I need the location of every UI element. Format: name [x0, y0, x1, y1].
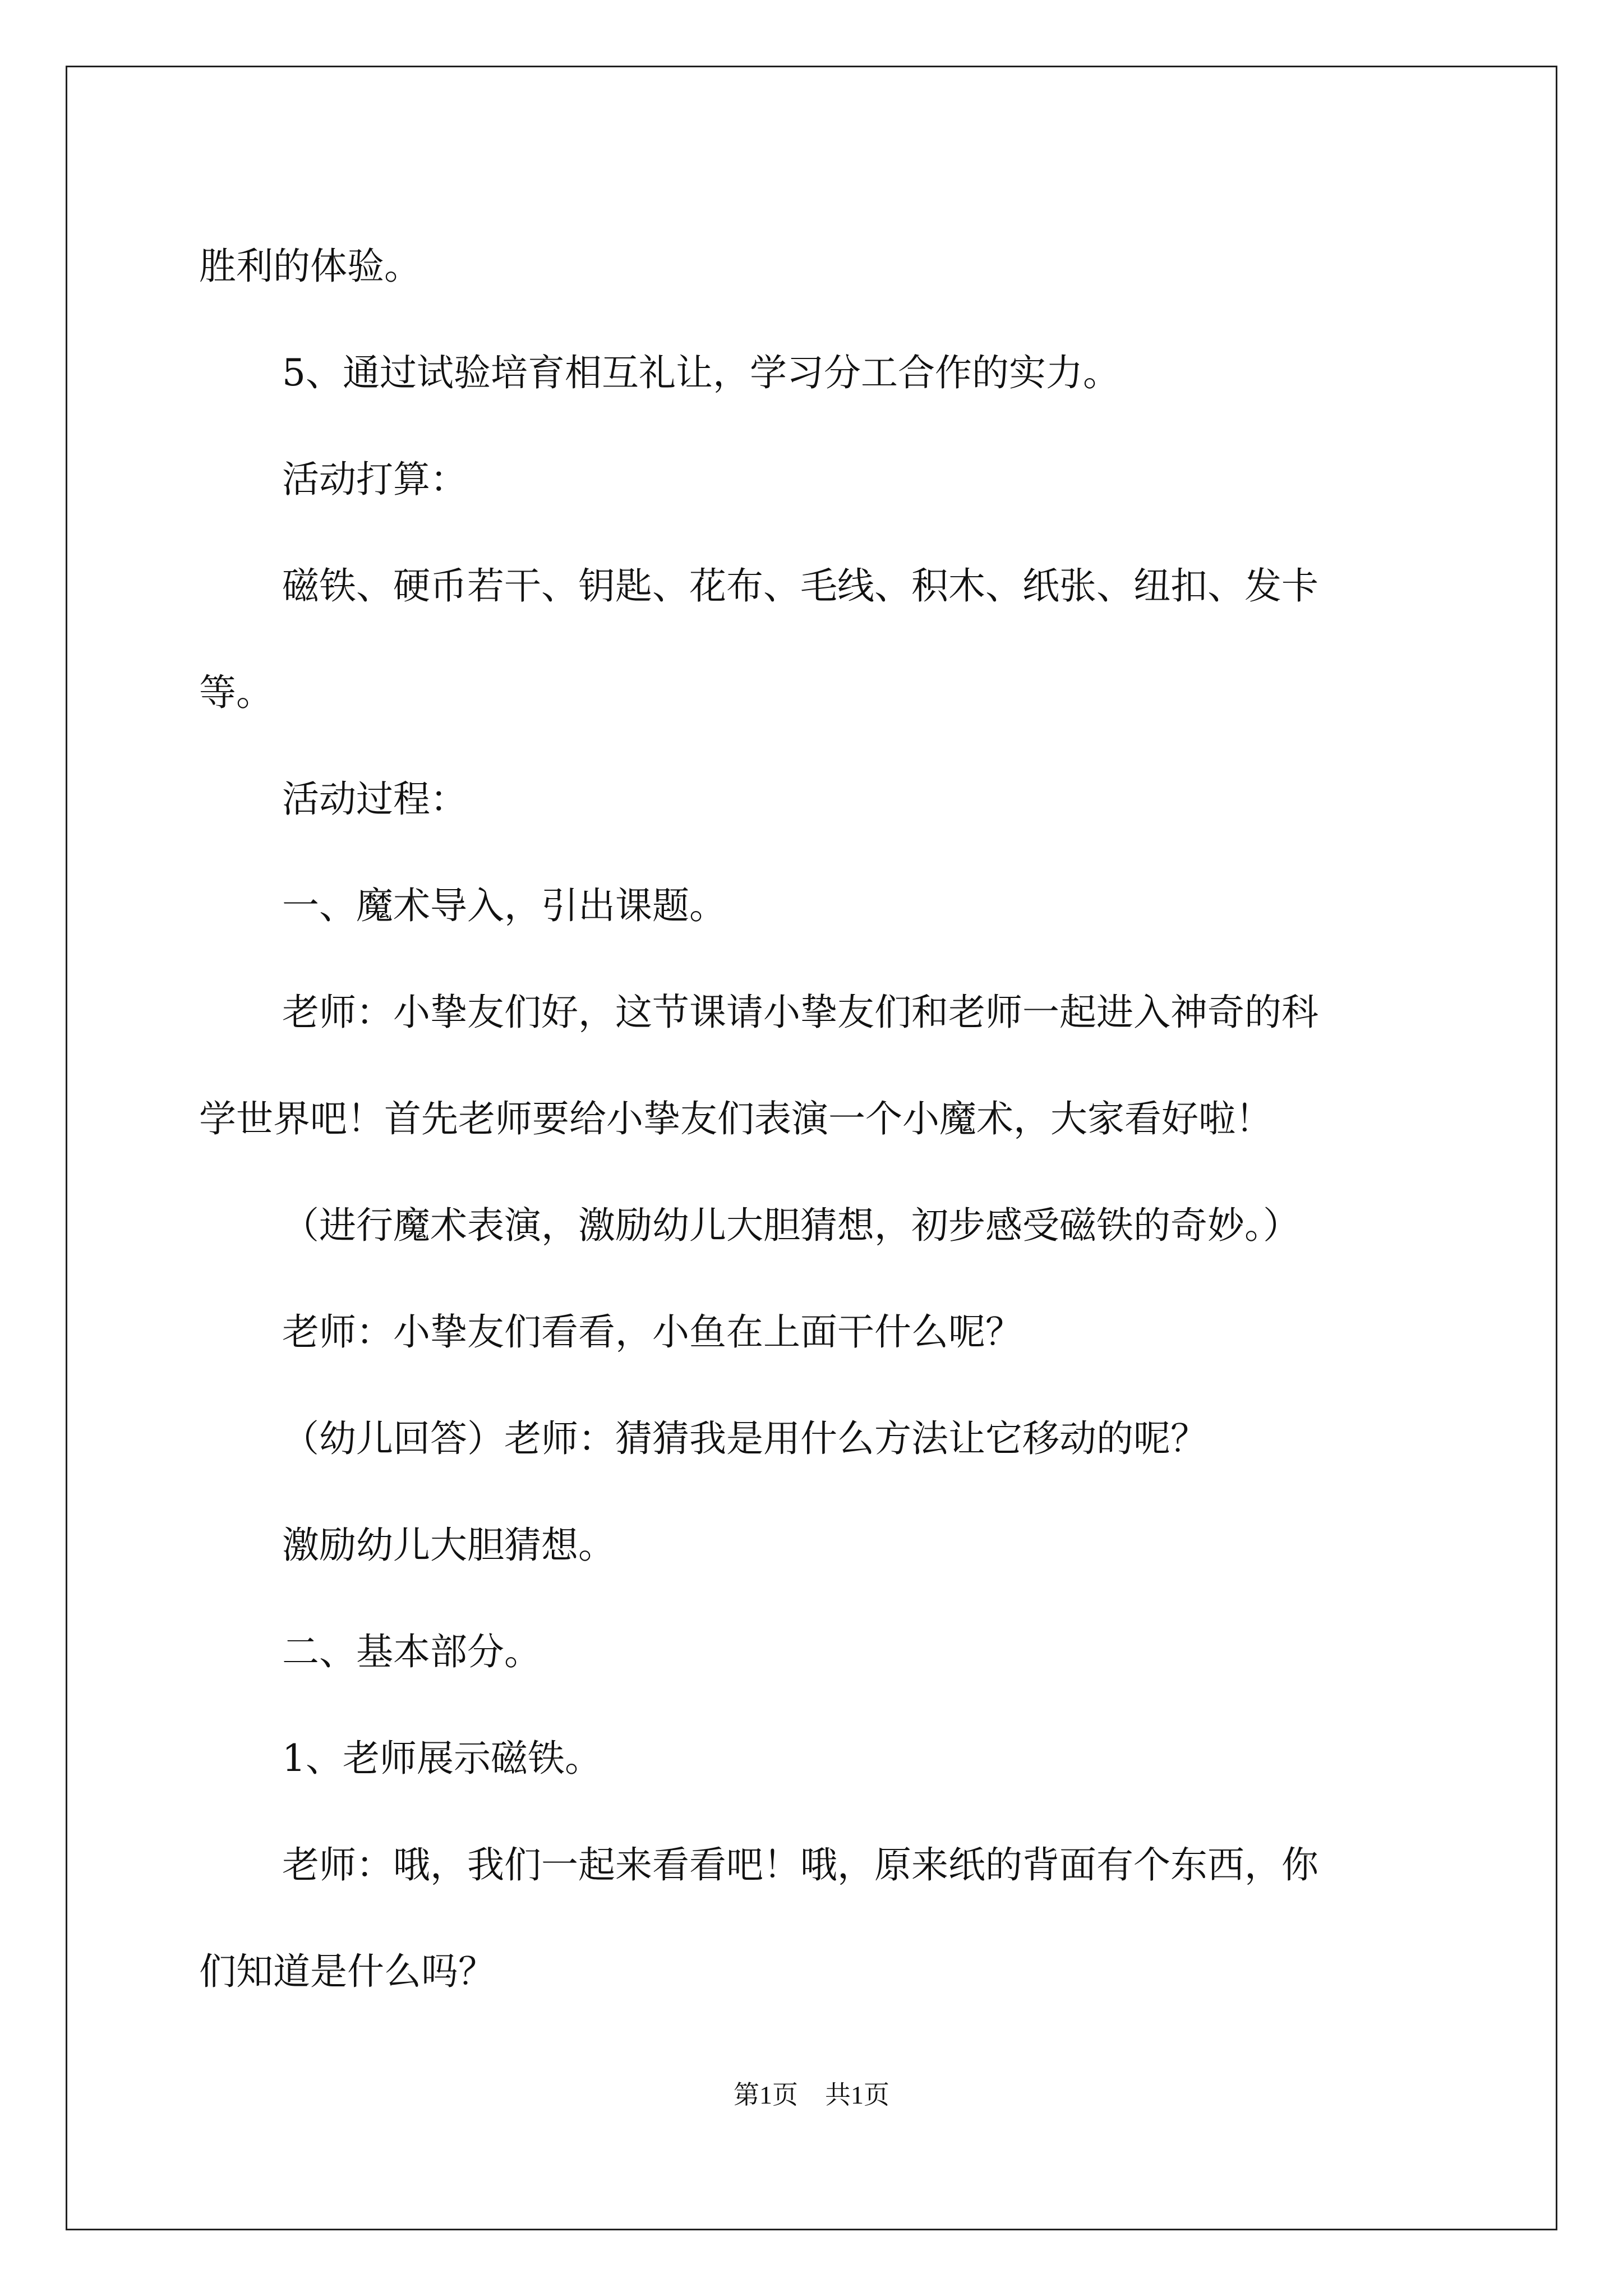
page-number-current: 第1页 — [734, 2081, 798, 2109]
paragraph-teacher-look-line2: 们知道是什么吗？ — [199, 1950, 495, 1993]
paragraph-teacher-intro-line1: 老师：小挚友们好，这节课请小挚友们和老师一起进入神奇的科 — [282, 991, 1318, 1034]
paragraph-encourage-guess: 激励幼儿大胆猜想。 — [282, 1524, 615, 1567]
paragraph-goal-5: 5、通过试验培育相互礼让，学习分工合作的实力。 — [282, 351, 1120, 394]
heading-section-1: 一、魔术导入，引出课题。 — [282, 884, 726, 927]
paragraph-magic-show: （进行魔术表演，激励幼儿大胆猜想，初步感受磁铁的奇妙。） — [282, 1204, 1300, 1247]
heading-section-2: 二、基本部分。 — [282, 1630, 541, 1673]
paragraph-child-answer: （幼儿回答）老师：猜猜我是用什么方法让它移动的呢？ — [282, 1417, 1207, 1460]
paragraph-materials-line2: 等。 — [199, 671, 273, 714]
page-number-total: 共1页 — [825, 2081, 889, 2109]
paragraph-materials-line1: 磁铁、硬币若干、钥匙、花布、毛线、积木、纸张、纽扣、发卡 — [282, 564, 1318, 608]
paragraph-teacher-question-fish: 老师：小挚友们看看，小鱼在上面干什么呢？ — [282, 1310, 1022, 1354]
heading-activity-preparation: 活动打算： — [282, 458, 467, 501]
document-body — [199, 213, 1433, 2025]
paragraph-continuation: 胜利的体验。 — [199, 245, 421, 288]
paragraph-teacher-look-line1: 老师：哦，我们一起来看看吧！哦，原来纸的背面有个东西，你 — [282, 1843, 1318, 1887]
page-footer — [0, 2074, 1623, 2111]
paragraph-show-magnet: 1、老师展示磁铁。 — [282, 1737, 602, 1780]
paragraph-teacher-intro-line2: 学世界吧！首先老师要给小挚友们表演一个小魔术，大家看好啦！ — [199, 1097, 1272, 1140]
heading-activity-process: 活动过程： — [282, 777, 467, 821]
